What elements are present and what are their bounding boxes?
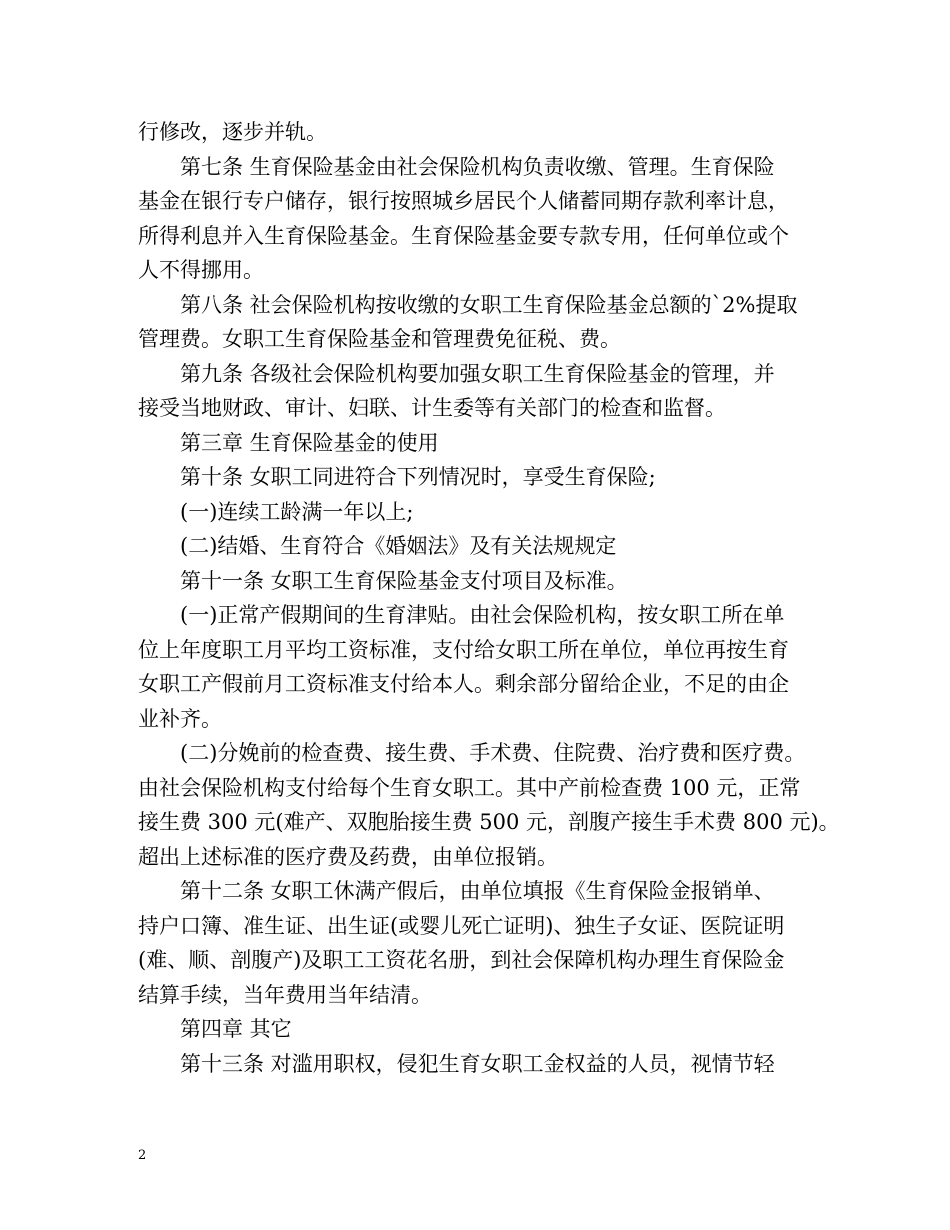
text-line: 第九条 各级社会保险机构要加强女职工生育保险基金的管理，并 [180, 361, 775, 386]
text-line: 行修改，逐步并轨。 [138, 120, 327, 144]
text-line: 由社会保险机构支付给每个生育女职工。其中产前检查费 100 元，正常 [138, 775, 801, 800]
text-line: 第十三条 对滥用职权，侵犯生育女职工金权益的人员，视情节轻 [180, 1051, 775, 1076]
text-line: 第十一条 女职工生育保险基金支付项目及标准。 [180, 568, 628, 593]
text-line: 业补齐。 [138, 706, 222, 731]
text-line: (难、顺、剖腹产)及职工工资花名册，到社会保障机构办理生育保险金 [138, 948, 785, 972]
text-line: (二)结婚、生育符合《婚姻法》及有关法规规定 [180, 534, 617, 558]
text-line: 第七条 生育保险基金由社会保险机构负责收缴、管理。生育保险 [180, 154, 775, 179]
text-line: 第十条 女职工同进符合下列情况时，享受生育保险; [180, 465, 656, 489]
text-line: 女职工产假前月工资标准支付给本人。剩余部分留给企业，不足的由企 [138, 672, 789, 696]
text-line: (一)正常产假期间的生育津贴。由社会保险机构，按女职工所在单 [180, 603, 785, 627]
text-line: 超出上述标准的医疗费及药费，由单位报销。 [138, 844, 558, 869]
text-line: 管理费。女职工生育保险基金和管理费免征税、费。 [138, 327, 621, 351]
text-line: (一)连续工龄满一年以上; [180, 499, 414, 524]
text-line: 第八条 社会保险机构按收缴的女职工生育保险基金总额的`2%提取 [180, 292, 798, 317]
text-line: 接受当地财政、审计、妇联、计生委等有关部门的检查和监督。 [138, 396, 726, 420]
text-line: (二)分娩前的检查费、接生费、手术费、住院费、治疗费和医疗费。 [180, 741, 806, 765]
text-line: 所得利息并入生育保险基金。生育保险基金要专款专用，任何单位或个 [138, 223, 789, 248]
text-line: 第十二条 女职工休满产假后，由单位填报《生育保险金报销单、 [180, 879, 775, 903]
document-body [138, 115, 840, 1081]
text-line: 人不得挪用。 [138, 258, 264, 282]
text-line: 持户口簿、准生证、出生证(或婴儿死亡证明)、独生子女证、医院证明 [138, 913, 785, 938]
text-line: 第四章 其它 [180, 1017, 292, 1041]
text-line: 接生费 300 元(难产、双胞胎接生费 500 元，剖腹产接生手术费 800 元)。 [138, 810, 840, 834]
text-line: 结算手续，当年费用当年结清。 [138, 982, 432, 1007]
page-number: 2 [138, 1148, 147, 1163]
text-line: 第三章 生育保险基金的使用 [180, 430, 439, 455]
text-line: 位上年度职工月平均工资标准，支付给女职工所在单位，单位再按生育 [138, 637, 789, 662]
text-line: 基金在银行专户储存，银行按照城乡居民个人储蓄同期存款利率计息， [138, 189, 789, 213]
